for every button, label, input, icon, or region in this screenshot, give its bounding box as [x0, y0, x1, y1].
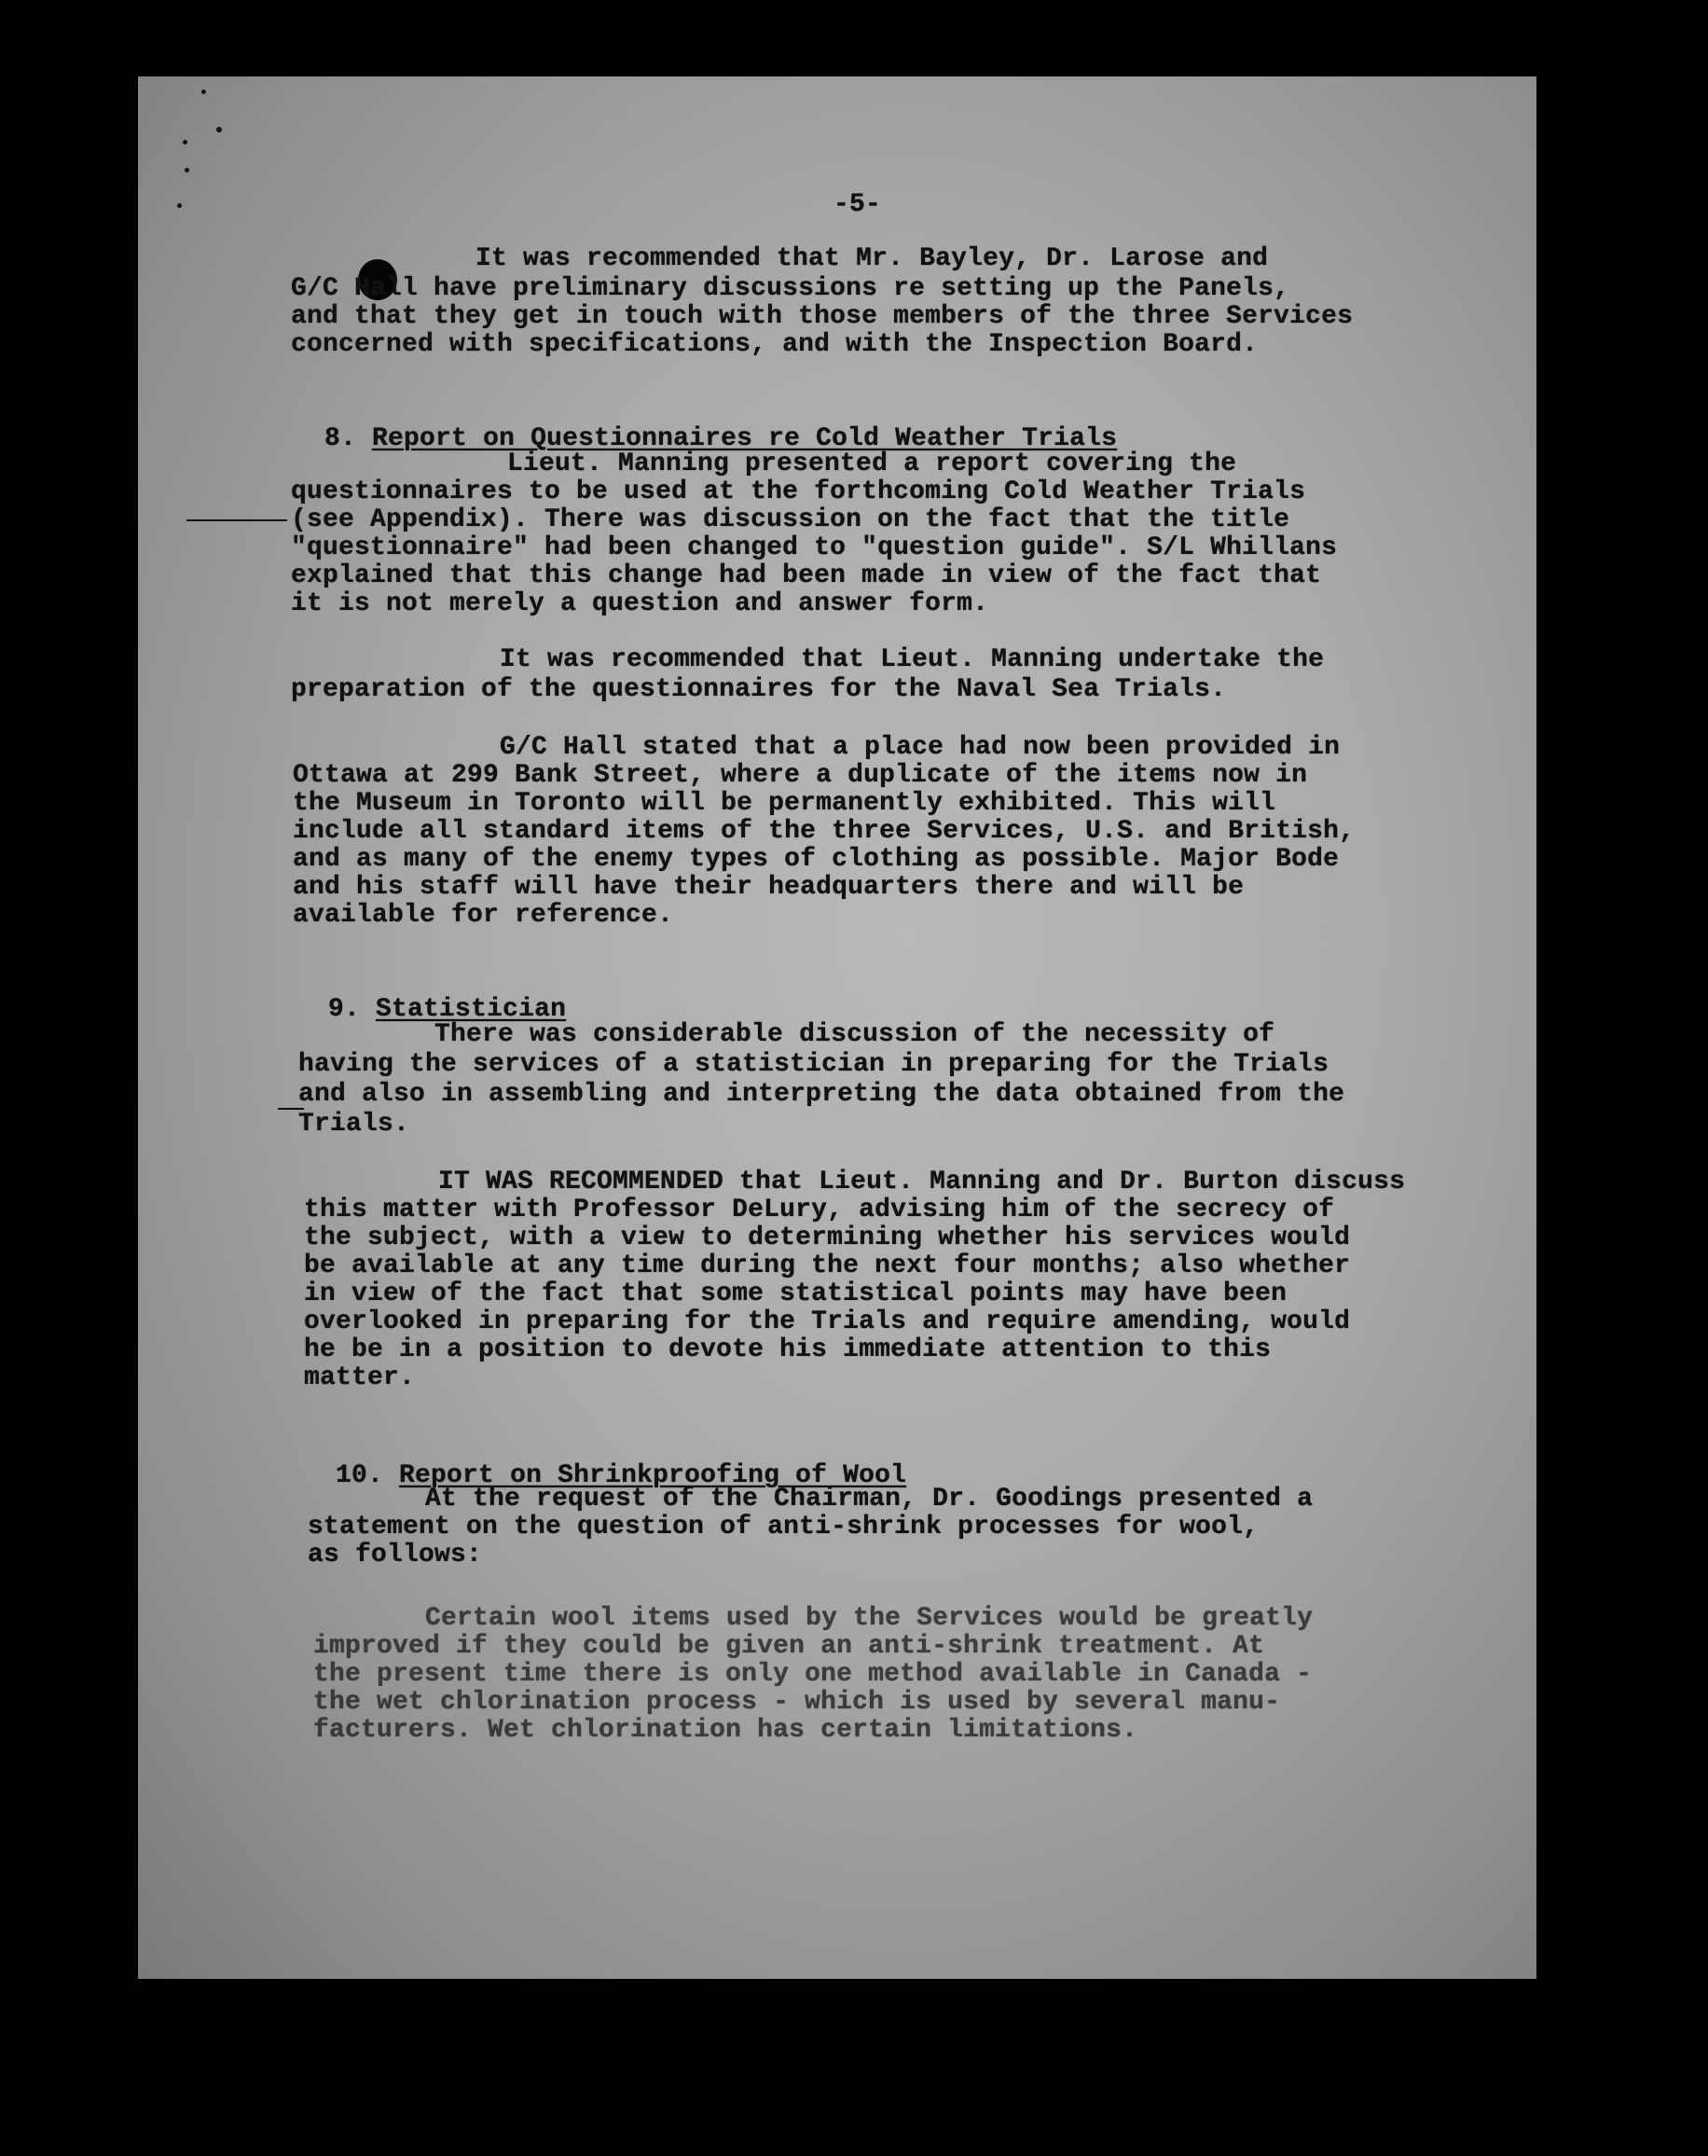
paragraph-line: Certain wool items used by the Services would be greatly: [425, 1604, 1314, 1633]
paragraph-line: G/C Hall have preliminary discussions re setting up the Panels,: [291, 274, 1290, 303]
paragraph-line: the subject, with a view to determining whether his services would: [304, 1223, 1351, 1252]
margin-mark: [186, 519, 287, 521]
section-title: Report on Questionnaires re Cold Weather Trials: [372, 424, 1118, 453]
paragraph-line: IT WAS RECOMMENDED that Lieut. Manning and Dr. Burton discuss: [438, 1168, 1406, 1196]
paragraph-line: the present time there is only one method available in Canada -: [313, 1660, 1313, 1689]
section-heading-10: [304, 1432, 906, 1490]
paragraph-line: overlooked in preparing for the Trials and require amending, would: [304, 1307, 1351, 1336]
paragraph-line: (see Appendix). There was discussion on the fact that the title: [291, 505, 1290, 534]
paragraph-line: There was considerable discussion of the necessity of: [434, 1020, 1275, 1049]
paragraph-line: It was recommended that Mr. Bayley, Dr. Larose and: [475, 244, 1269, 273]
paragraph-line: and that they get in touch with those members of the three Services: [291, 302, 1354, 331]
paragraph-line: preparation of the questionnaires for the Naval Sea Trials.: [291, 675, 1227, 704]
speck: [216, 127, 222, 132]
paragraph-line: be available at any time during the next four months; also whether: [304, 1251, 1351, 1280]
section-number: 8.: [324, 424, 357, 453]
paragraph-line: in view of the fact that some statistical points may have been: [304, 1279, 1288, 1308]
section-number: 9.: [328, 995, 361, 1024]
paragraph-line: statement on the question of anti-shrink processes for wool,: [308, 1513, 1260, 1541]
speck: [201, 90, 206, 94]
paragraph-line: questionnaires to be used at the forthcoming Cold Weather Trials: [291, 477, 1306, 506]
paragraph-line: the Museum in Toronto will be permanently exhibited. This will: [293, 789, 1276, 818]
page-number: -5-: [833, 190, 882, 219]
paragraph-line: having the services of a statistician in preparing for the Trials: [298, 1050, 1329, 1079]
paragraph-line: Trials.: [298, 1110, 410, 1139]
paragraph-line: Lieut. Manning presented a report covering the: [507, 449, 1237, 478]
paragraph-line: and also in assembling and interpreting the data obtained from the: [298, 1080, 1345, 1109]
speck: [185, 168, 189, 173]
paragraph-line: and his staff will have their headquarters there and will be: [293, 873, 1245, 902]
section-heading-8: [293, 395, 1117, 453]
paragraph-line: facturers. Wet chlorination has certain limitations.: [313, 1716, 1138, 1745]
paragraph-line: it is not merely a question and answer form.: [291, 589, 989, 618]
paragraph-line: include all standard items of the three Services, U.S. and British,: [293, 817, 1356, 846]
section-title: Statistician: [376, 995, 567, 1024]
section-title: Report on Shrinkproofing of Wool: [399, 1461, 907, 1490]
paragraph-line: explained that this change had been made in view of the fact that: [291, 561, 1322, 590]
paragraph-line: It was recommended that Lieut. Manning undertake the: [500, 645, 1325, 674]
paragraph-line: G/C Hall stated that a place had now been provided in: [500, 733, 1341, 762]
paragraph-line: matter.: [304, 1363, 416, 1392]
section-number: 10.: [336, 1461, 384, 1490]
paragraph-line: this matter with Professor DeLury, advising him of the secrecy of: [304, 1195, 1335, 1224]
paragraph-line: Ottawa at 299 Bank Street, where a duplicate of the items now in: [293, 761, 1308, 790]
paragraph-line: he be in a position to devote his immediate attention to this: [304, 1335, 1272, 1364]
paragraph-line: concerned with specifications, and with the Inspection Board.: [291, 330, 1259, 359]
paragraph-line: and as many of the enemy types of clothing as possible. Major Bode: [293, 845, 1340, 874]
paragraph-line: "questionnaire" had been changed to "question guide". S/L Whillans: [291, 533, 1338, 562]
section-heading-9: [296, 966, 566, 1024]
speck: [177, 203, 182, 208]
speck: [183, 140, 187, 145]
paragraph-line: At the request of the Chairman, Dr. Goodings presented a: [425, 1485, 1314, 1513]
paragraph-line: the wet chlorination process - which is used by several manu-: [313, 1688, 1281, 1717]
paragraph-line: available for reference.: [293, 901, 674, 930]
paragraph-line: as follows:: [308, 1541, 483, 1569]
paragraph-line: improved if they could be given an anti-shrink treatment. At: [313, 1632, 1265, 1661]
